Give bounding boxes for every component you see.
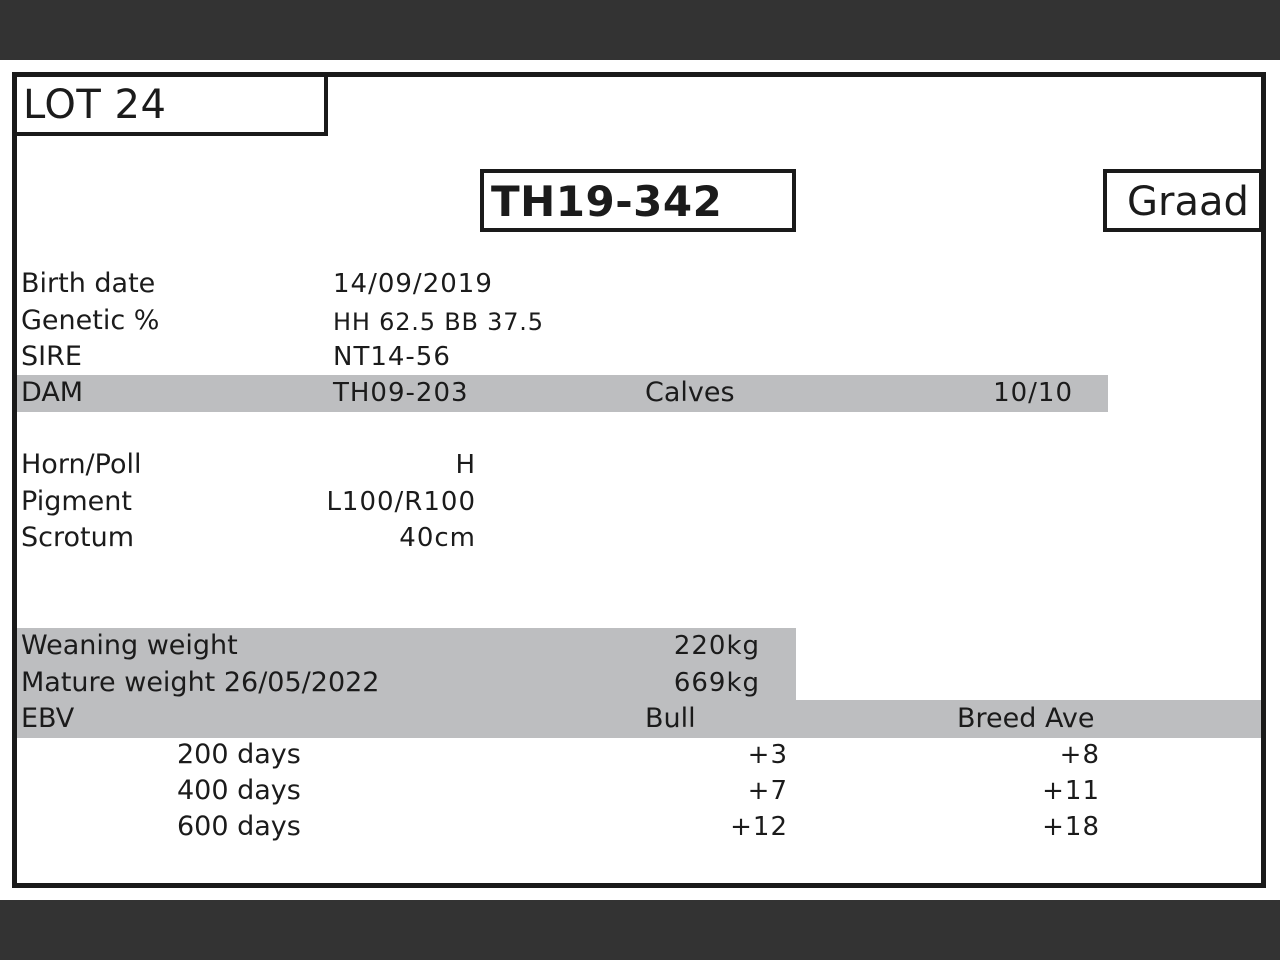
lot-number: LOT 24	[23, 82, 167, 128]
genetic-label: Genetic %	[21, 305, 160, 336]
pigment-value: L100/R100	[326, 487, 476, 517]
ebv-row-period: 400 days	[177, 775, 301, 806]
calves-label: Calves	[645, 377, 735, 408]
ebv-row-bull: +7	[747, 776, 788, 806]
ebv-row-bull: +3	[747, 740, 788, 770]
horn-poll-label: Horn/Poll	[21, 449, 142, 480]
birth-date-value: 14/09/2019	[333, 269, 493, 299]
mature-weight-label: Mature weight 26/05/2022	[21, 667, 380, 698]
ebv-row-period: 600 days	[177, 811, 301, 842]
birth-date-label: Birth date	[21, 268, 156, 299]
ebv-row-breed: +8	[1059, 740, 1100, 770]
sire-label: SIRE	[21, 341, 82, 372]
dam-value: TH09-203	[333, 378, 469, 408]
ebv-breed-header: Breed Ave	[957, 703, 1095, 734]
calves-value: 10/10	[993, 378, 1073, 408]
ebv-row-breed: +18	[1042, 812, 1100, 842]
scrotum-label: Scrotum	[21, 522, 135, 553]
top-letterbox-bar	[0, 0, 1280, 60]
ebv-bull-header: Bull	[645, 703, 696, 734]
ebv-row-period: 200 days	[177, 739, 301, 770]
sire-value: NT14-56	[333, 342, 451, 372]
scrotum-value: 40cm	[399, 523, 476, 553]
lot-card	[12, 72, 1266, 888]
animal-tag: TH19-342	[491, 177, 723, 226]
animal-tag-box	[480, 169, 796, 232]
dam-label: DAM	[21, 377, 84, 408]
weaning-weight-label: Weaning weight	[21, 630, 238, 661]
grade-label: Graad	[1127, 179, 1249, 225]
ebv-row-breed: +11	[1042, 776, 1100, 806]
mature-weight-value: 669kg	[673, 668, 760, 698]
lot-number-box	[13, 73, 328, 136]
ebv-label: EBV	[21, 703, 75, 734]
ebv-row-bull: +12	[730, 812, 788, 842]
grade-box	[1103, 169, 1263, 232]
weaning-weight-value: 220kg	[673, 631, 760, 661]
genetic-value: HH 62.5 BB 37.5	[333, 308, 544, 336]
bottom-letterbox-bar	[0, 900, 1280, 960]
pigment-label: Pigment	[21, 486, 132, 517]
horn-poll-value: H	[455, 450, 476, 480]
